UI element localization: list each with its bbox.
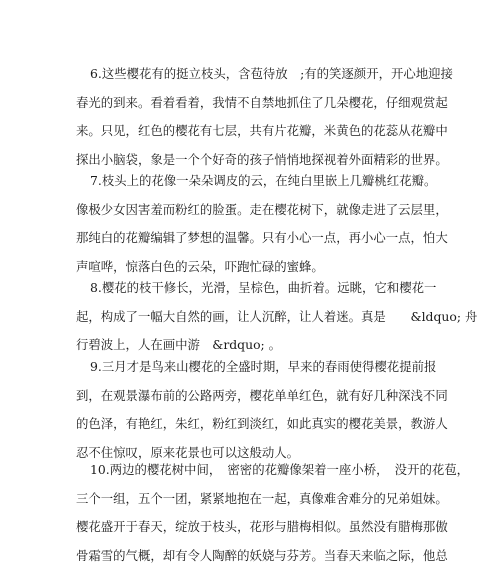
text-line: 8.樱花的枝干修长，光滑，呈棕色，曲折着。远眺，它和樱花一 <box>76 274 436 303</box>
text-line: 像极少女因害羞而粉红的脸蛋。走在樱花树下，就像走进了云层里， <box>76 196 436 225</box>
text-line: 10.两边的樱花树中间， 密密的花瓣像架着一座小桥， 没开的花苞， <box>76 456 436 485</box>
text-line: 探出小脑袋，象是一个个好奇的孩子悄悄地探视着外面精彩的世界。 <box>76 146 436 175</box>
text-line: 6.这些樱花有的挺立枝头，含苞待放 ;有的笑逐颜开，开心地迎接 <box>76 60 436 89</box>
text-line: 7.枝头上的花像一朵朵调皮的云，在纯白里嵌上几瓣桃红花瓣。 <box>76 167 436 196</box>
text-line: 声喧哗，惊落白色的云朵，吓跑忙碌的蜜蜂。 <box>76 253 436 282</box>
text-line: 三个一组，五个一团，紧紧地抱在一起，真像难舍难分的兄弟姐妹。 <box>76 485 436 514</box>
text-line: 到，在观景瀑布前的公路两旁，樱花单单红色，就有好几种深浅不同 <box>76 382 436 411</box>
text-line: 骨霜雪的气概，却有令人陶醉的妖娆与芬芳。当春天来临之际，他总 <box>76 542 436 570</box>
text-line: 来。只见，红色的樱花有七层，共有片花瓣，米黄色的花蕊从花瓣中 <box>76 117 436 146</box>
text-line: 樱花盛开于春天，绽放于枝头，花形与腊梅相似。虽然没有腊梅那傲 <box>76 513 436 542</box>
text-line: 的色泽，有艳红，朱红，粉红到淡红，如此真实的樱花美景，教游人 <box>76 410 436 439</box>
text-line: 起，构成了一幅大自然的画，让人沉醉，让人着迷。真是 &ldquo; 舟 <box>76 303 436 332</box>
text-line: 行碧波上，人在画中游 &rdquo; 。 <box>76 331 436 360</box>
text-line: 春光的到来。看着看着，我情不自禁地抓住了几朵樱花，仔细观赏起 <box>76 89 436 118</box>
text-line: 9.三月才是鸟来山樱花的全盛时期，早来的春雨使得樱花提前报 <box>76 353 436 382</box>
paragraph-6 <box>76 60 436 174</box>
paragraph-10 <box>76 456 436 570</box>
paragraph-8 <box>76 274 436 360</box>
text-line: 那纯白的花瓣编辑了梦想的温馨。只有小心一点，再小心一点，怕大 <box>76 224 436 253</box>
text-line: 忍不住惊叹，原来花景也可以这般动人。 <box>76 439 436 468</box>
paragraph-9 <box>76 353 436 467</box>
paragraph-7 <box>76 167 436 281</box>
